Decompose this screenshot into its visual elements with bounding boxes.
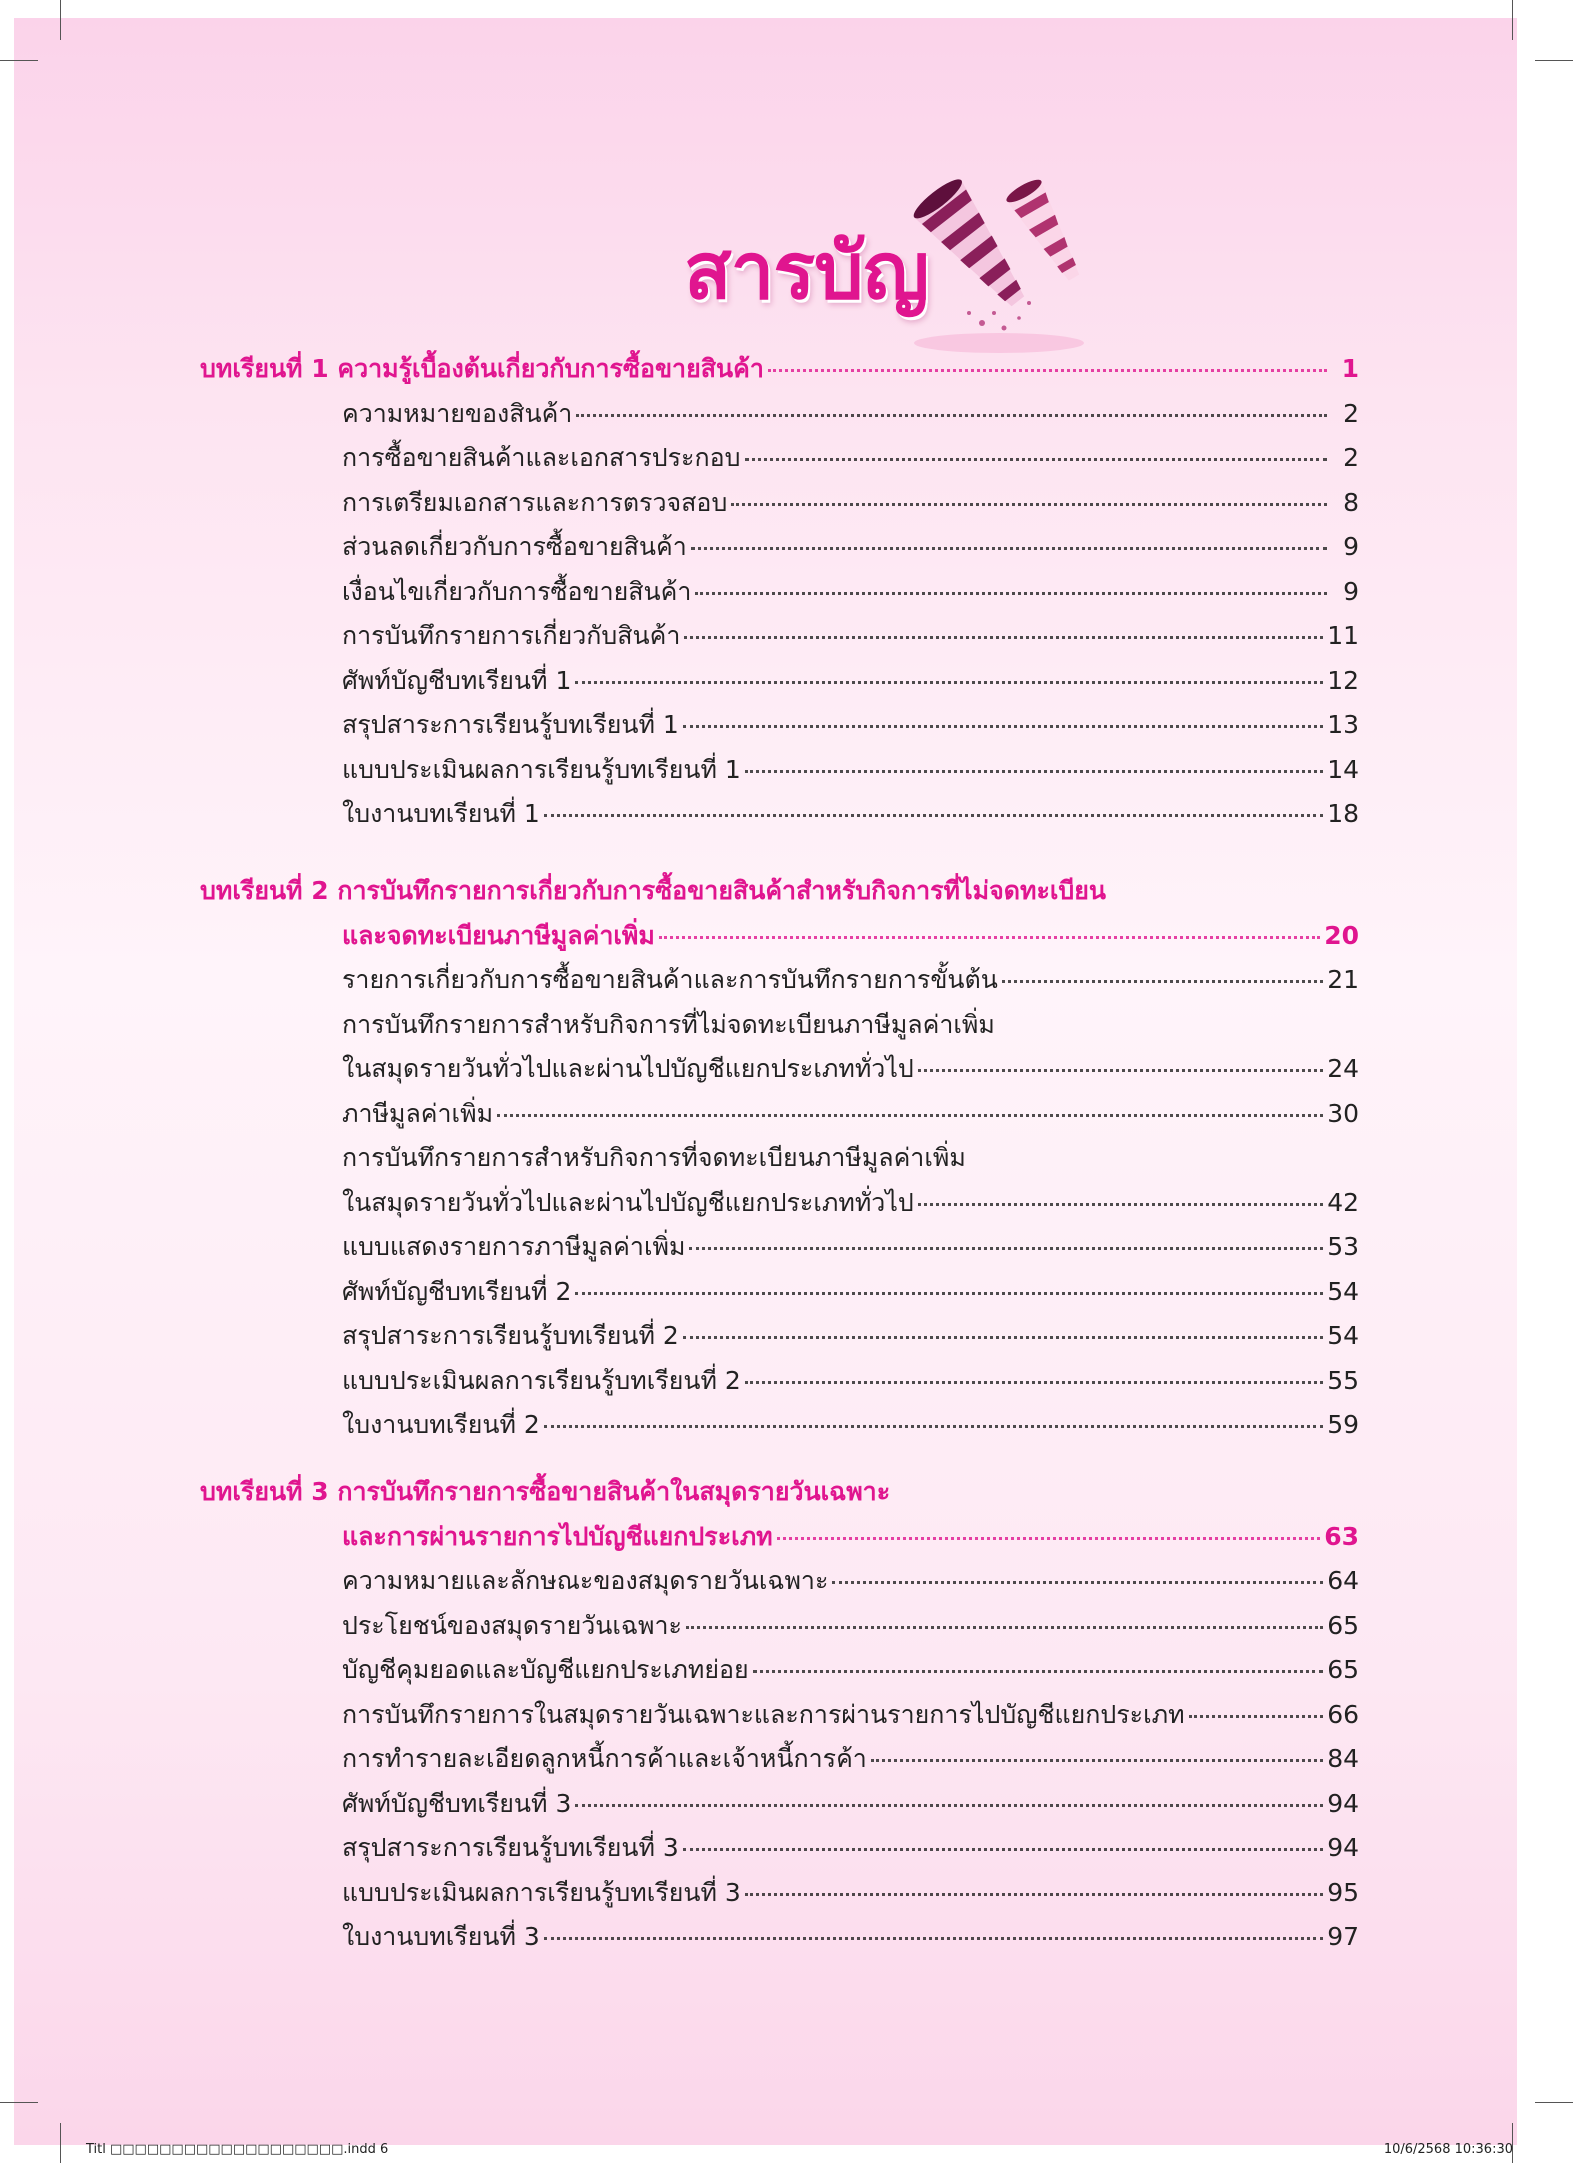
chapter-heading-2 (200, 874, 1359, 908)
toc-item-page: 97 (1327, 1922, 1359, 1951)
toc-item-page: 94 (1327, 1788, 1359, 1818)
toc-item-label: แบบแสดงรายการภาษีมูลค่าเพิ่ม (342, 1232, 686, 1261)
toc-item-label: สรุปสาระการเรียนรู้บทเรียนที่ 2 (342, 1321, 679, 1350)
toc-item (342, 1008, 1359, 1042)
toc-item-page: 94 (1327, 1833, 1359, 1862)
chapter-heading-cont-2-page: 20 (1324, 920, 1359, 950)
toc-item-label: แบบประเมินผลการเรียนรู้บทเรียนที่ 1 (342, 754, 741, 784)
toc-item-label: การบันทึกรายการสำหรับกิจการที่ไม่จดทะเบียนภาษีมูลค่าเพิ่ม (342, 1009, 995, 1039)
toc-item-cont-label: ในสมุดรายวันทั่วไปและผ่านไปบัญชีแยกประเภททั่วไป (342, 1054, 914, 1083)
toc-item-page: 9 (1343, 576, 1359, 606)
title-block (664, 163, 1124, 363)
toc-item (342, 441, 1359, 475)
toc-item-page: 21 (1327, 965, 1359, 994)
dot-leader (544, 812, 1323, 817)
toc-item-label: สรุปสาระการเรียนรู้บทเรียนที่ 1 (342, 710, 679, 739)
toc-item (342, 1097, 1359, 1131)
toc-item-label: ภาษีมูลค่าเพิ่ม (342, 1098, 494, 1128)
dot-leader (575, 1290, 1323, 1295)
chapter-heading-1-label: บทเรียนที่ 1 ความรู้เบื้องต้นเกี่ยวกับการซื้อขายสินค้า (200, 354, 764, 383)
dot-leader (731, 501, 1327, 506)
toc-item-label: ใบงานบทเรียนที่ 1 (342, 799, 540, 828)
dot-leader (1189, 1713, 1324, 1718)
toc-item-label: ศัพท์บัญชีบทเรียนที่ 1 (342, 665, 572, 695)
toc-item (342, 1876, 1359, 1910)
toc-item-page: 18 (1327, 799, 1359, 828)
dot-leader (768, 367, 1327, 372)
toc-item-page: 11 (1327, 621, 1359, 650)
toc-item-page: 30 (1327, 1098, 1359, 1128)
toc-item (342, 1831, 1359, 1865)
chapter-heading-1 (200, 352, 1359, 386)
toc-item (342, 1364, 1359, 1398)
dot-leader (745, 456, 1328, 461)
dot-leader (832, 1579, 1323, 1584)
dot-leader (497, 1112, 1323, 1117)
toc-item-page: 53 (1327, 1232, 1359, 1261)
toc-item-label: ใบงานบทเรียนที่ 3 (342, 1922, 540, 1951)
toc-item-label: ส่วนลดเกี่ยวกับการซื้อขายสินค้า (342, 532, 687, 561)
toc-item (342, 1742, 1359, 1776)
dot-leader (745, 1379, 1323, 1384)
toc-item-page: 65 (1327, 1655, 1359, 1684)
dot-leader (1002, 978, 1323, 983)
toc-item-label: แบบประเมินผลการเรียนรู้บทเรียนที่ 2 (342, 1365, 741, 1395)
party-horn-icon (664, 163, 1124, 363)
toc-item (342, 1141, 1359, 1175)
dot-leader (695, 590, 1327, 595)
dot-leader (918, 1067, 1323, 1072)
dot-leader (871, 1757, 1323, 1762)
toc-item-page: 8 (1343, 487, 1359, 517)
toc-item (342, 486, 1359, 520)
dot-leader (753, 1668, 1324, 1673)
toc-item-label: ศัพท์บัญชีบทเรียนที่ 3 (342, 1788, 572, 1818)
toc-item-cont (342, 1186, 1359, 1220)
chapter-heading-3 (200, 1475, 1359, 1509)
footer-file-info: Titl □□□□□□□□□□□□□□□□□□□.indd 6 (86, 2142, 389, 2157)
toc-item-page: 65 (1327, 1610, 1359, 1640)
toc-item (342, 397, 1359, 431)
toc-item (342, 708, 1359, 742)
toc-item (342, 797, 1359, 831)
dot-leader (544, 1423, 1323, 1428)
toc-item-page: 14 (1327, 754, 1359, 784)
chapter-heading-cont-3 (342, 1520, 1359, 1554)
toc-item-label: การบันทึกรายการเกี่ยวกับสินค้า (342, 621, 681, 650)
dot-leader (691, 545, 1327, 550)
dot-leader (686, 1624, 1323, 1629)
dot-leader (745, 768, 1323, 773)
toc-item-page: 13 (1327, 710, 1359, 739)
toc-item-label: การบันทึกรายการในสมุดรายวันเฉพาะและการผ่านรายการไปบัญชีแยกประเภท (342, 1699, 1185, 1729)
toc-item (342, 1787, 1359, 1821)
toc-item-page: 12 (1327, 665, 1359, 695)
toc-item-label: ความหมายและลักษณะของสมุดรายวันเฉพาะ (342, 1566, 829, 1595)
toc-item (342, 1564, 1359, 1598)
toc-item (342, 1319, 1359, 1353)
dot-leader (575, 679, 1323, 684)
toc-item-label: การบันทึกรายการสำหรับกิจการที่จดทะเบียนภาษีมูลค่าเพิ่ม (342, 1143, 966, 1172)
toc-item-label: บัญชีคุมยอดและบัญชีแยกประเภทย่อย (342, 1655, 749, 1684)
dot-leader (575, 1802, 1323, 1807)
dot-leader (745, 1891, 1323, 1896)
toc-item-label: แบบประเมินผลการเรียนรู้บทเรียนที่ 3 (342, 1877, 741, 1907)
toc-item-label: การทำรายละเอียดลูกหนี้การค้าและเจ้าหนี้การค้า (342, 1744, 867, 1773)
toc-item (342, 664, 1359, 698)
toc-item-page: 2 (1343, 398, 1359, 428)
toc-item-page: 84 (1327, 1744, 1359, 1773)
toc-item (342, 1230, 1359, 1264)
chapter-heading-1-page: 1 (1341, 354, 1359, 383)
toc-item (342, 1275, 1359, 1309)
chapter-heading-cont-3-label: และการผ่านรายการไปบัญชีแยกประเภท (342, 1521, 773, 1551)
toc-item-cont (342, 1052, 1359, 1086)
dot-leader (918, 1201, 1323, 1206)
toc-item (342, 619, 1359, 653)
toc-item-page: 59 (1327, 1410, 1359, 1439)
toc-item-page: 95 (1327, 1877, 1359, 1907)
toc-item (342, 1653, 1359, 1687)
dot-leader (683, 1846, 1323, 1851)
toc-page (14, 18, 1517, 2145)
dot-leader (684, 634, 1323, 639)
toc-item (342, 530, 1359, 564)
dot-leader (683, 1334, 1323, 1339)
toc-item-page: 55 (1327, 1365, 1359, 1395)
toc-item (342, 1609, 1359, 1643)
toc-item-cont-page: 42 (1327, 1187, 1359, 1217)
chapter-heading-cont-3-page: 63 (1324, 1521, 1359, 1551)
chapter-heading-3-label: บทเรียนที่ 3 การบันทึกรายการซื้อขายสินค้าในสมุดรายวันเฉพาะ (200, 1477, 891, 1506)
dot-leader (683, 723, 1323, 728)
toc-item-label: เงื่อนไขเกี่ยวกับการซื้อขายสินค้า (342, 576, 692, 606)
chapter-heading-cont-2-label: และจดทะเบียนภาษีมูลค่าเพิ่ม (342, 920, 655, 950)
footer-timestamp: 10/6/2568 10:36:30 (1383, 2142, 1513, 2157)
dot-leader (659, 934, 1320, 939)
toc-item-label: ประโยชน์ของสมุดรายวันเฉพาะ (342, 1610, 682, 1640)
toc-item-label: ความหมายของสินค้า (342, 398, 573, 428)
dot-leader (777, 1535, 1321, 1540)
toc-item-label: ใบงานบทเรียนที่ 2 (342, 1410, 540, 1439)
chapter-heading-cont-2 (342, 919, 1359, 953)
toc-item-page: 66 (1327, 1699, 1359, 1729)
toc-item (342, 1408, 1359, 1442)
toc-item-page: 54 (1327, 1276, 1359, 1306)
toc-item-cont-page: 24 (1327, 1054, 1359, 1083)
dot-leader (689, 1245, 1323, 1250)
toc-item-cont-label: ในสมุดรายวันทั่วไปและผ่านไปบัญชีแยกประเภททั่วไป (342, 1187, 914, 1217)
toc-item-label: สรุปสาระการเรียนรู้บทเรียนที่ 3 (342, 1833, 679, 1862)
toc-item-page: 9 (1343, 532, 1359, 561)
toc-item-page: 2 (1343, 443, 1359, 472)
toc-item-label: การเตรียมเอกสารและการตรวจสอบ (342, 487, 728, 517)
dot-leader (544, 1935, 1323, 1940)
toc-item-page: 64 (1327, 1566, 1359, 1595)
page-title: สารบัญ (684, 227, 929, 317)
toc-item (342, 575, 1359, 609)
toc-item-label: ศัพท์บัญชีบทเรียนที่ 2 (342, 1276, 572, 1306)
toc-item (342, 1920, 1359, 1954)
toc-item-page: 54 (1327, 1321, 1359, 1350)
toc-item (342, 753, 1359, 787)
toc-item-label: รายการเกี่ยวกับการซื้อขายสินค้าและการบันทึกรายการขั้นต้น (342, 965, 998, 994)
dot-leader (576, 412, 1327, 417)
toc-item (342, 963, 1359, 997)
toc-item (342, 1698, 1359, 1732)
chapter-heading-2-label: บทเรียนที่ 2 การบันทึกรายการเกี่ยวกับการซื้อขายสินค้าสำหรับกิจการที่ไม่จดทะเบียน (200, 876, 1107, 905)
toc-item-label: การซื้อขายสินค้าและเอกสารประกอบ (342, 443, 741, 472)
